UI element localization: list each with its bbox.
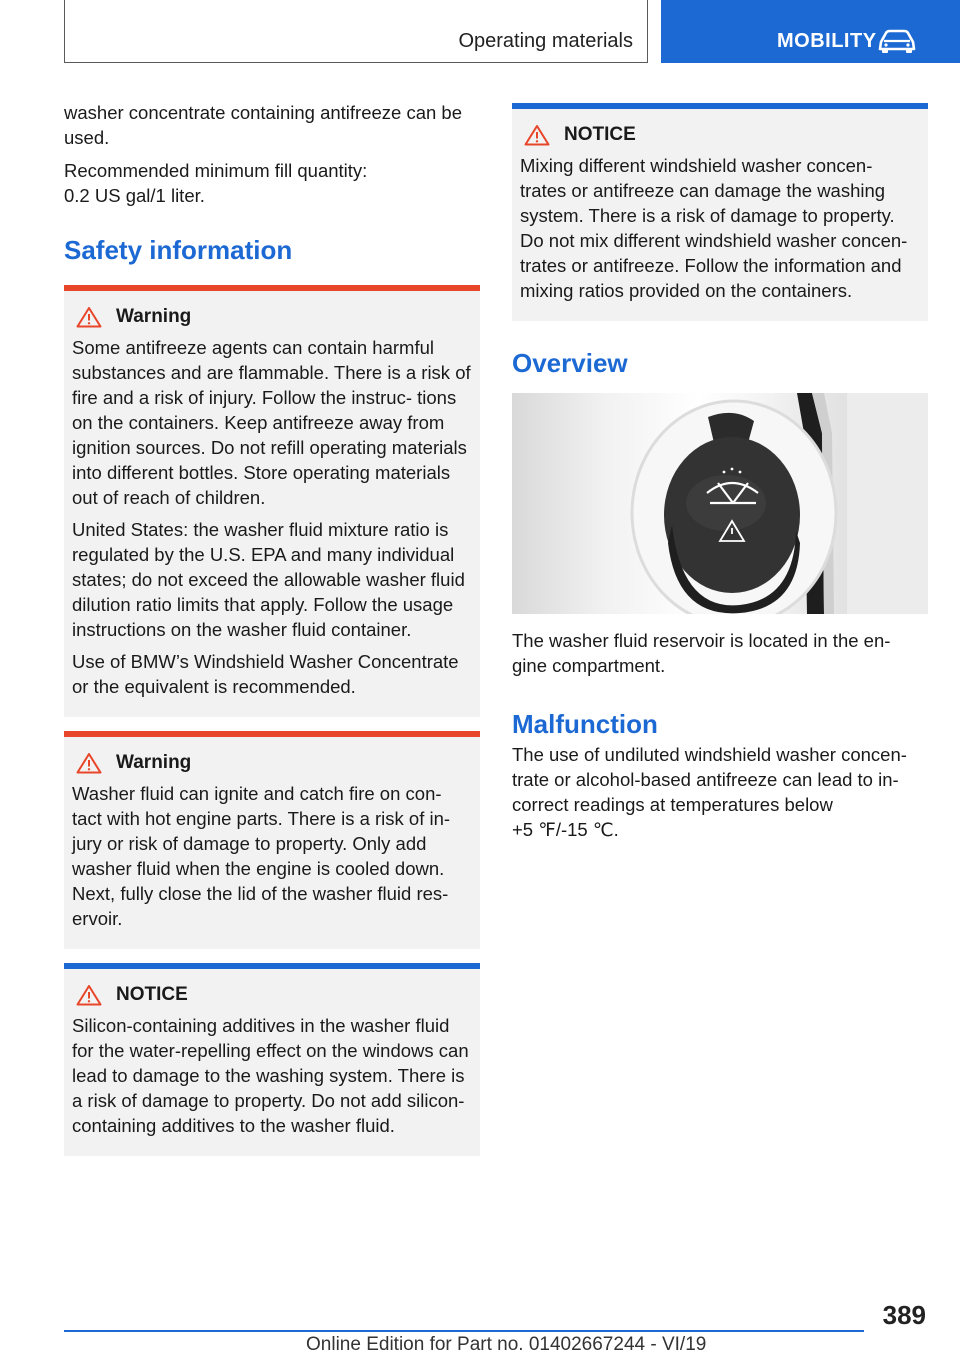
header-section-box — [64, 0, 648, 63]
intro-paragraph: washer concentrate containing antifreeze can be used. — [64, 102, 463, 148]
notice-title-row — [520, 123, 920, 147]
warning-title-row — [72, 751, 472, 775]
warning-title: Warning — [116, 752, 192, 773]
warning-triangle-icon — [524, 124, 550, 146]
warning-triangle-icon — [76, 752, 102, 774]
malfunction-heading: Malfunction — [512, 709, 658, 739]
warning-triangle-icon — [76, 984, 102, 1006]
washer-reservoir-photo — [512, 393, 928, 614]
warning-triangle-icon — [76, 306, 102, 328]
notice-box-mixing — [512, 103, 928, 321]
warning-text: Washer fluid can ignite and catch fire on con- tact with hot engine parts. There is a risk of in- jury or risk of damage to property. Only add washer fluid when the engine is cooled down. Next, fully close the lid of the washer fluid res- ervoir. — [72, 783, 451, 929]
car-icon — [877, 28, 917, 54]
header-tab-label: MOBILITY — [777, 30, 877, 52]
notice-title: NOTICE — [116, 984, 188, 1005]
fill-quantity-paragraph: Recommended minimum fill quantity: 0.2 US gal/1 liter. — [64, 160, 368, 206]
notice-title: NOTICE — [564, 124, 636, 145]
header-section-title: Operating materials — [458, 30, 633, 52]
page-number: 389 — [882, 1300, 926, 1330]
safety-information-heading: Safety information — [64, 235, 293, 265]
warning-title: Warning — [116, 306, 192, 327]
notice-text: Silicon-containing additives in the washer fluid for the water-repelling effect on the windows can lead to damage to the washing system. There is a risk of damage to property. Do not add silicon-containing additives to the washer fluid. — [72, 1015, 469, 1136]
warning-box-ignite — [64, 731, 480, 949]
warning-text: Use of BMW’s Windshield Washer Concentrate or the equivalent is recommended. — [72, 651, 459, 697]
notice-title-row — [72, 983, 472, 1007]
footer-divider — [64, 1330, 864, 1332]
warning-box-antifreeze — [64, 285, 480, 717]
left-column — [64, 100, 480, 1156]
warning-text: United States: the washer fluid mixture ratio is regulated by the U.S. EPA and many individual states; do not exceed the allowable washer fluid dilution ratio limits that apply. Follow the usage instructions on the washer fluid container. — [72, 519, 465, 640]
right-column — [512, 103, 928, 850]
malfunction-text: The use of undiluted windshield washer concen- trate or alcohol-based antifreeze can lead to in- correct readings at temperatures below +5 ℉/-15 ℃. — [512, 744, 907, 840]
overview-heading: Overview — [512, 348, 628, 378]
warning-text: Some antifreeze agents can contain harmful substances and are flammable. There is a risk of fire and a risk of injury. Follow the instruc- tions on the containers. Keep antifreeze away from ignition sources. Do not refill operating materials into different bottles. Store operating materials out of reach of children. — [72, 337, 471, 508]
overview-caption: The washer fluid reservoir is located in the en- gine compartment. — [512, 630, 891, 676]
warning-title-row — [72, 305, 472, 329]
notice-box-silicon — [64, 963, 480, 1156]
header-tab-mobility[interactable] — [661, 0, 960, 63]
footer-edition: Online Edition for Part no. 01402667244 - VI/19 — [306, 1334, 707, 1355]
notice-text: Mixing different windshield washer concen- trates or antifreeze can damage the washing system. There is a risk of damage to property. Do not mix different windshield washer concen- trates or antifreeze. Follow the information and mixing ratios provided on the containers. — [520, 155, 908, 301]
